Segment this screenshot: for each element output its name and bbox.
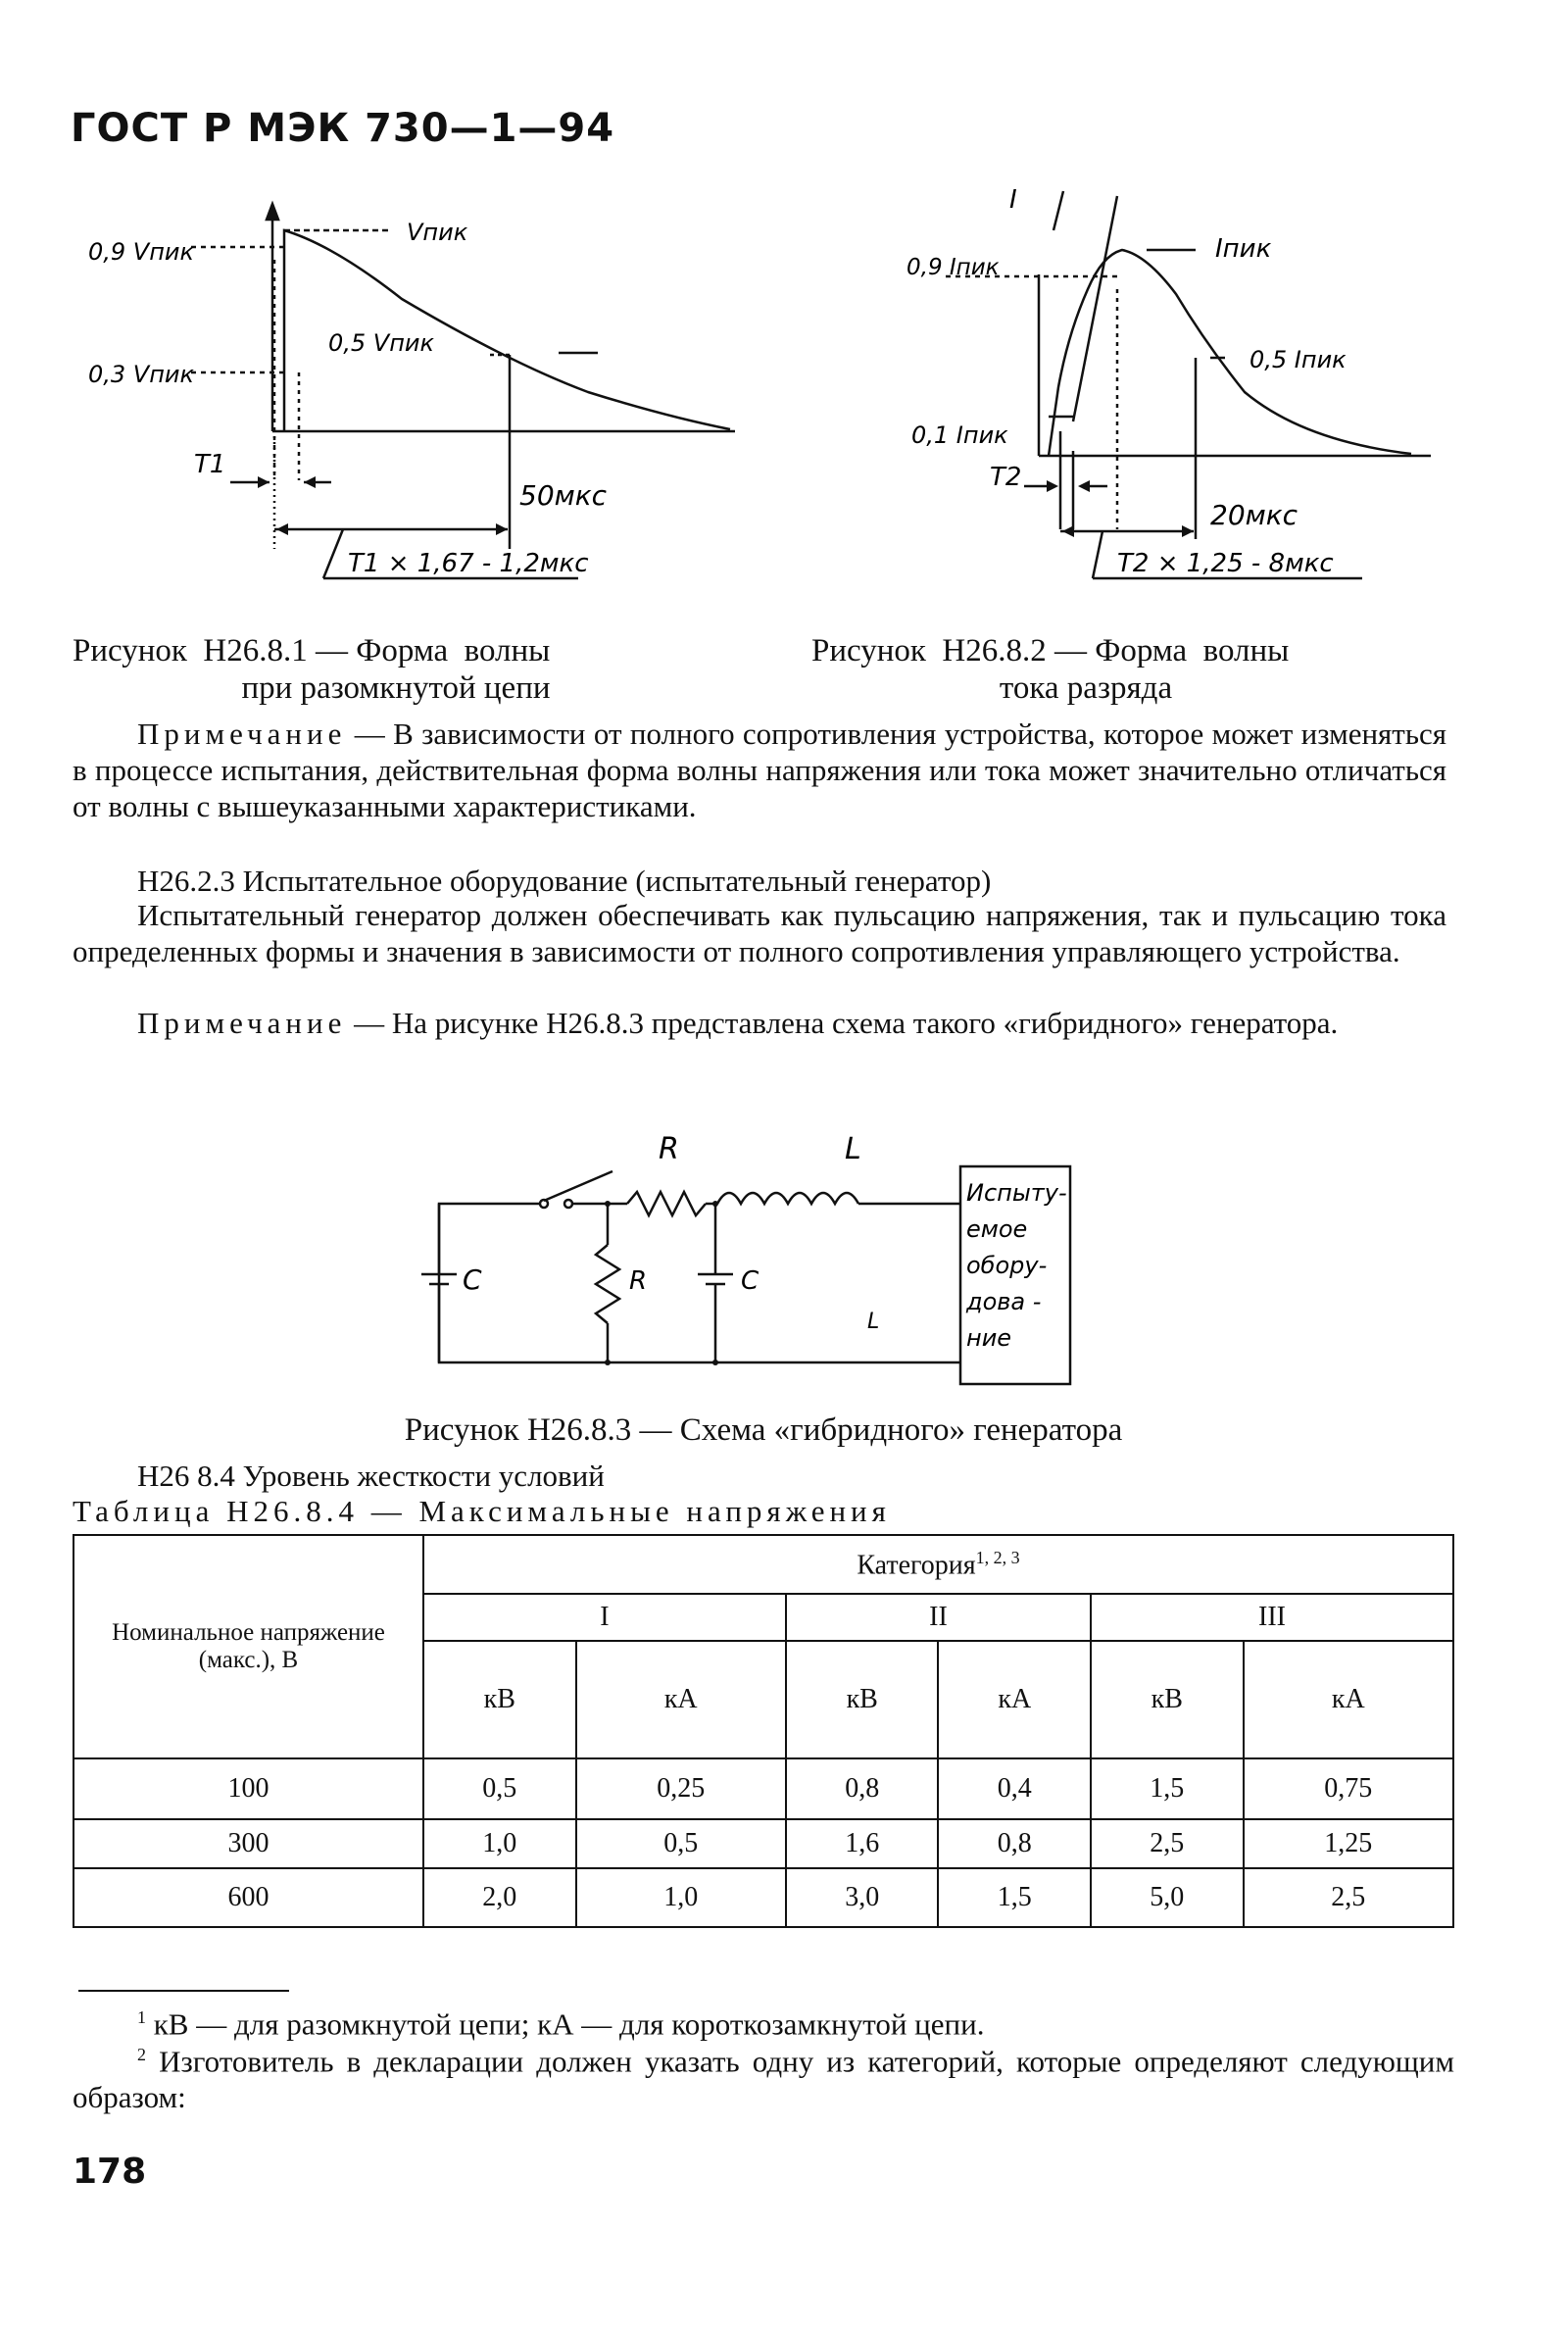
section-heading-8-4: Н26 8.4 Уровень жесткости условий [137,1459,605,1493]
label-t1-formula: T1 × 1,67 - 1,2мкс [348,549,589,578]
value-cell: 1,0 [576,1868,786,1927]
figure-hybrid-generator-circuit [402,1127,1107,1392]
value-cell: 0,5 [576,1819,786,1868]
value-cell: 2,0 [423,1868,576,1927]
label-t2: T2 [990,463,1022,492]
value-cell: 1,25 [1244,1819,1453,1868]
value-cell: 1,5 [1091,1758,1244,1819]
label-50-mks: 50мкс [519,479,608,512]
figure-2-caption-line2: тока разряда [999,670,1173,706]
label-t2-formula: T2 × 1,25 - 8мкс [1117,549,1334,578]
value-cell: 0,8 [786,1758,939,1819]
value-cell: 1,6 [786,1819,939,1868]
footnote-2-mark: 2 [137,2045,146,2064]
note-hybrid [73,1005,1446,1041]
note-label: Примечание [137,1006,347,1040]
footnote-2 [73,2037,1454,2115]
label-device-line3: обору- [966,1252,1048,1279]
table-title [73,1493,1446,1529]
table-title-text: Таблица Н26.8.4 — Максимальные напряжения [73,1494,891,1528]
table-row [74,1819,1453,1868]
value-cell: 0,75 [1244,1758,1453,1819]
voltage-cell: 100 [74,1758,423,1819]
label-20-mks: 20мкс [1210,499,1298,531]
value-cell: 2,5 [1091,1819,1244,1868]
label-vpeak: Vпик [407,219,468,246]
label-0-9-ipeak: 0,9 Iпик [906,255,1000,280]
unit-kv: кВ [786,1641,939,1758]
figure-2-caption [811,632,1448,707]
label-0-5-ipeak: 0,5 Iпик [1250,346,1347,373]
voltage-cell: 600 [74,1868,423,1927]
label-0-9-vpeak: 0,9 Vпик [88,238,194,266]
value-cell: 0,25 [576,1758,786,1819]
voltage-cell: 300 [74,1819,423,1868]
table-row [74,1868,1453,1927]
label-r-series: R [659,1132,679,1166]
figure-open-circuit-waveform [78,186,764,598]
unit-kv: кВ [1091,1641,1244,1758]
unit-ka: кА [576,1641,786,1758]
value-cell: 5,0 [1091,1868,1244,1927]
cat-3: III [1091,1594,1453,1641]
figure-1-caption-line2: при разомкнутой цепи [241,670,551,706]
figure-1-caption-line1: Рисунок Н26.8.1 — Форма волны [73,633,551,668]
label-device-line2: емое [966,1215,1028,1243]
value-cell: 0,4 [938,1758,1091,1819]
table-category-header [423,1535,1453,1594]
page-number: 178 [73,2152,147,2192]
label-i: I [1009,186,1017,215]
note-text: — На рисунке Н26.8.3 представлена схема такого «гибридного» генератора. [354,1006,1339,1040]
figure-discharge-current-waveform [882,186,1509,598]
note-text: — В зависимости от полного сопротивления устройства, которое может изменяться в процессе испытания, действительная форма волны напряжения или тока может значительно отличаться от волны с вышеуказанными характеристиками. [73,717,1447,823]
label-device-line4: дова - [966,1288,1042,1315]
label-l-small: L [867,1310,880,1334]
figure-2-caption-line1: Рисунок Н26.8.2 — Форма волны [811,633,1290,668]
category-sup: 1, 2, 3 [975,1547,1020,1567]
unit-ka: кА [938,1641,1091,1758]
note-waveform [73,716,1446,824]
note-label: Примечание [137,717,347,751]
cat-1: I [423,1594,786,1641]
section-heading-2-3: Н26.2.3 Испытательное оборудование (испытательный генератор) [137,864,992,898]
paragraph-2-3: Испытательный генератор должен обеспечивать как пульсацию напряжения, так и пульсацию тока определенных формы и значения в зависимости от полного сопротивления управляющего устройства. [73,898,1446,968]
footnote-1-text: кВ — для разомкнутой цепи; кА — для короткозамкнутой цепи. [153,2006,985,2042]
label-c-mid: C [741,1266,760,1296]
category-label: Категория [857,1550,976,1581]
label-t1: T1 [194,450,226,479]
table-rowhead: Номинальное напряжение (макс.), В [74,1535,423,1758]
footnote-rule [78,1990,289,1992]
label-0-1-ipeak: 0,1 Iпик [911,421,1008,449]
unit-ka: кА [1244,1641,1453,1758]
label-0-5-vpeak: 0,5 Vпик [328,329,434,357]
value-cell: 1,5 [938,1868,1091,1927]
value-cell: 3,0 [786,1868,939,1927]
table-row [74,1758,1453,1819]
unit-kv: кВ [423,1641,576,1758]
figure-3-caption: Рисунок Н26.8.3 — Схема «гибридного» генератора [404,1412,1123,1448]
footnote-2-text: Изготовитель в декларации должен указать одну из категорий, которые определяют следующим образом: [73,2044,1455,2115]
label-device-line1: Испыту- [966,1179,1067,1207]
label-ipeak: Iпик [1215,234,1272,264]
label-device-line5: ние [966,1324,1012,1352]
label-l-series: L [845,1132,861,1166]
value-cell: 0,8 [938,1819,1091,1868]
figure-1-caption [73,632,719,707]
footnote-1-mark: 1 [137,2007,146,2027]
value-cell: 2,5 [1244,1868,1453,1927]
label-c-left: C [463,1263,482,1296]
max-voltages-table [73,1534,1454,1928]
value-cell: 0,5 [423,1758,576,1819]
value-cell: 1,0 [423,1819,576,1868]
label-r-shunt: R [629,1266,648,1296]
cat-2: II [786,1594,1091,1641]
label-0-3-vpeak: 0,3 Vпик [88,361,194,388]
page-header: ГОСТ Р МЭК 730—1—94 [71,106,615,151]
footnote-1 [73,2000,1454,2042]
